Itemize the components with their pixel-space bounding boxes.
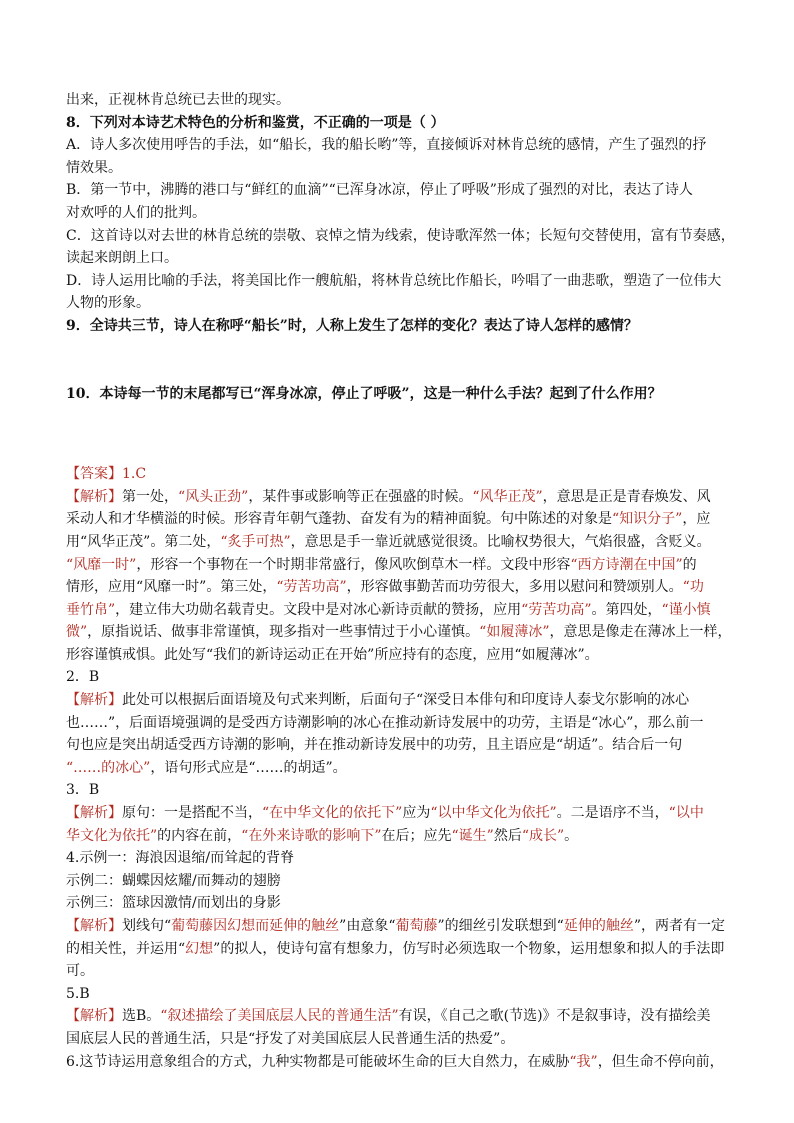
analysis-4-line1 [66,915,730,938]
answer-tag: 【答案】 [66,466,122,483]
answer-5: 5.B [66,985,90,1002]
text: ，但生命不停向前， [597,1053,724,1070]
analysis-1-line4 [66,554,730,577]
text: 的内容在前， [157,827,242,844]
analysis-4-line3: 可。 [66,963,94,980]
answer-6-line1 [66,1051,730,1074]
highlight: “诞生” [451,827,494,844]
highlight: “风华正茂” [472,488,543,505]
text: ”由意象“ [339,918,396,934]
text: ”的拟人，使诗句富有想象力，仿写时必须选取一个物象，运用想象和拟人的手法即 [213,940,725,957]
text: 6.这节诗运用意象组合的方式，九种实物都是可能破坏生命的巨大自然力，在威胁 [66,1053,570,1070]
question-9: 9．全诗共三节，诗人在称呼“船长”时，人称上发生了怎样的变化？表达了诗人怎样的感情？ [66,317,638,334]
text: 。二是语序不当， [556,805,669,822]
highlight: “叙述描绘了美国底层人民的普通生活” [160,1008,399,1025]
highlight: “我” [569,1053,598,1070]
option-8a-line2: 情效果。 [66,159,122,176]
highlight: “在外来诗歌的影响下” [241,827,382,844]
option-8d-line1: D．诗人运用比喻的手法，将美国比作一艘航船，将林肯总统比作船长，吟唱了一曲悲歌，塑造了一位伟大 [66,272,722,289]
answer-1-value: 1.C [122,466,147,483]
question-8-stem: 8．下列对本诗艺术特色的分析和鉴赏，不正确的一项是（ ） [66,114,445,131]
text: 应为 [402,805,431,822]
analysis-5-line2: 国底层人民的普通生活，只是“抒发了对美国底层人民普通生活的热爱”。 [66,1030,515,1047]
text: ，应 [682,511,711,528]
analysis-tag: 【解析】 [66,488,122,505]
question-10: 10．本诗每一节的末尾都写已“浑身冰凉，停止了呼吸”，这是一种什么手法？起到了什么作用？ [66,385,662,402]
text: 在后；应先 [381,827,452,844]
analysis-2-line2: 也……”，后面语境强调的是受西方诗潮影响的冰心在推动新诗发展中的功劳，主语是“冰心”，那么前一 [66,714,704,731]
highlight: “风头正劲” [178,488,249,505]
analysis-1-line2 [66,508,730,531]
text: ，原指说话、做事非常谨慎，现多指对一些事情过于小心谨慎。 [87,624,480,641]
text: ，意思是手一靠近就感觉很烫。比喻权势很大，气焰很盛，含贬义。 [290,533,711,550]
text: 的 [682,556,697,573]
highlight: “炙手可热” [220,533,291,550]
highlight: “知识分子” [612,511,683,528]
highlight: “……的冰心” [66,759,151,776]
option-8b-line1: B．第一节中，沸腾的港口与“鲜红的血滴”“已浑身冰凉，停止了呼吸”形成了强烈的对比，表达了诗人 [66,182,693,199]
answer-4-example2: 示例二：蝴蝶因炫耀/而舞动的翅膀 [66,872,281,889]
text: ”，两者有一定 [633,918,725,934]
analysis-1-line5 [66,576,730,599]
highlight: 延伸的触丝 [563,918,634,934]
analysis-tag: 【解析】 [66,1008,122,1025]
analysis-5-line1 [66,1005,730,1028]
text: 。 [564,827,579,844]
option-8b-line2: 对欢呼的人们的批判。 [66,204,206,221]
answer-3: 3．B [66,782,100,799]
highlight: “如履薄冰” [479,624,550,641]
text: ，某件事或影响等正在强盛的时候。 [248,488,473,505]
analysis-2-line4 [66,757,730,780]
option-8c-line1: C．这首诗以对去世的林肯总统的崇敬、哀悼之情为线索，使诗歌浑然一体；长短句交替使用，富有节奏感， [66,227,735,244]
text: 此处可以根据后面语境及句式来判断，后面句子“深受日本俳句和印度诗人泰戈尔影响的冰心 [122,692,690,709]
analysis-1-line6 [66,599,730,622]
text: 原句：一是搭配不当， [122,805,262,822]
text: ”的细丝引发联想到“ [437,918,564,934]
highlight: 葡萄藤因幻想而延伸的触丝 [171,918,340,934]
answer-4-example3: 示例三：篮球因激情/而划出的身影 [66,895,281,912]
analysis-3-line2 [66,825,730,848]
text: ，形容做事勤苦而功劳很大，多用以慰问和赞颂别人。 [346,579,683,596]
highlight: 葡萄藤 [395,918,438,934]
highlight: “以中 [668,805,704,822]
analysis-4-line2 [66,938,730,961]
answer-2: 2．B [66,669,100,686]
analysis-tag: 【解析】 [66,692,122,709]
highlight: “劳苦功高” [276,579,347,596]
text: 情形，应用“风靡一时”。第三处， [66,579,277,596]
highlight: “功 [682,579,704,596]
highlight: “风靡一时” [66,556,137,573]
analysis-2-line3: 句也应是突出胡适受西方诗潮的影响，并在推动新诗发展中的功劳，且主语应是“胡适”。结合后一句 [66,737,683,754]
analysis-tag: 【解析】 [66,918,122,934]
highlight: “以中华文化为依托” [430,805,557,822]
highlight: 幻想 [185,940,214,957]
analysis-tag: 【解析】 [66,805,122,822]
text: 划线句“ [122,918,172,934]
highlight: 华文化为依托” [66,827,158,844]
text: 采动人和才华横溢的时候。形容青年朝气蓬勃、奋发有为的精神面貌。句中陈述的对象是 [66,511,612,528]
text: 用“风华正茂”。第二处， [66,533,221,550]
highlight: “在中华文化的依托下” [262,805,403,822]
highlight: “劳苦功高” [521,601,592,618]
answer-4-example1: 4.示例一：海浪因退缩/而耸起的背脊 [66,850,295,867]
highlight: “谨小慎 [661,601,711,618]
text: ，意思是像走在薄冰上一样， [549,624,732,641]
option-8d-line2: 人物的形象。 [66,295,150,312]
answer-1-header [66,463,730,486]
text: 第一处， [122,488,178,505]
highlight: 垂竹帛” [66,601,116,618]
text: 有误，《自己之歌(节选)》不是叙事诗，没有描绘美 [398,1008,711,1025]
text: ，形容一个事物在一个时期非常盛行，像风吹倒草木一样。文段中形容 [136,556,571,573]
analysis-3-line1 [66,802,730,825]
highlight: 微” [66,624,88,641]
q7-tail: 出来，正视林肯总统已去世的现实。 [66,92,290,108]
analysis-1-line8: 形容谨慎戒惧。此处写“我们的新诗运动正在开始”所应持有的态度，应用“如履薄冰”。 [66,646,599,663]
text: 选B。 [122,1008,161,1025]
option-8c-line2: 读起来朗朗上口。 [66,250,178,267]
text: 的相关性，并运用“ [66,940,186,957]
option-8a-line1: A．诗人多次使用呼告的手法，如“船长，我的船长哟”等，直接倾诉对林肯总统的感情，产生了强烈的抒 [66,137,707,154]
text: 。第四处， [591,601,662,618]
text: ，建立伟大功勋名载青史。文段中是对冰心新诗贡献的赞扬，应用 [115,601,522,618]
analysis-1-line3 [66,531,730,554]
text: ，意思是正是青春焕发、风 [542,488,711,505]
highlight: “成长” [521,827,565,844]
analysis-1-line1 [66,486,730,509]
page-content [66,89,735,1073]
analysis-2-line1 [66,689,730,712]
highlight: “西方诗潮在中国” [570,556,683,573]
text: ，语句形式应是“……的胡适”。 [150,759,347,776]
text: 然后 [493,827,522,844]
analysis-1-line7 [66,621,730,644]
